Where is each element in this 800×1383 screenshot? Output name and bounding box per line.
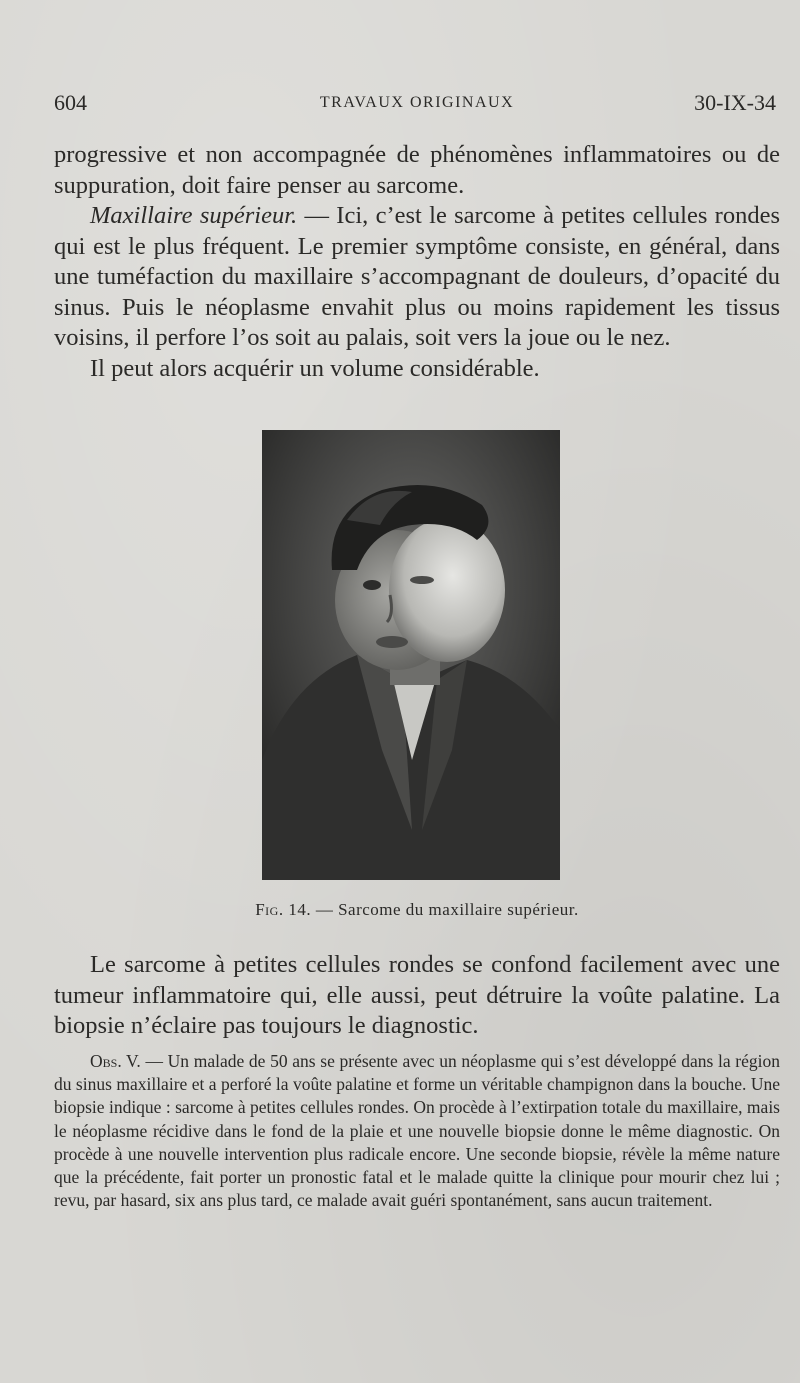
section-lead: Maxillaire supérieur.	[90, 202, 298, 229]
paragraph-body: — Ici, c’est le sarcome à petites cellules rondes qui est le plus fréquent. Le premier symptôme consiste, en général, dans une tuméfaction du maxillaire s’accompagnant de douleurs, d’opacité du sinus. Puis le néoplasme envahit plus ou moins rapidement les tissus voisins, il perfore l’os soit au palais, soit vers la joue ou le nez.	[54, 202, 781, 351]
observation-label: Obs. V.	[90, 1051, 141, 1071]
figure-photograph	[262, 430, 560, 880]
issue-date: 30-IX-34	[694, 90, 776, 115]
paragraph-volume: Il peut alors acquérir un volume considérable.	[90, 354, 540, 382]
opening-text	[54, 140, 780, 384]
page-number: 604	[54, 90, 87, 115]
paragraph-continuation: progressive et non accompagnée de phénomènes inflammatoires ou de suppuration, doit faire penser au sarcome.	[54, 141, 780, 199]
paragraph-maxillaire	[54, 201, 780, 354]
figure-caption	[54, 900, 780, 920]
running-head	[54, 90, 780, 120]
observation-block	[54, 1050, 780, 1212]
paragraph-diagnosis: Le sarcome à petites cellules rondes se confond facilement avec une tumeur inflammatoire qui, elle aussi, peut détruire la voûte palatine. La biopsie n’éclaire pas toujours le diagnostic.	[54, 951, 780, 1039]
observation-text: — Un malade de 50 ans se présente avec un néoplasme qui s’est développé dans la région du sinus maxillaire et a perforé la voûte palatine et forme un véritable champignon dans la bouche. Une biopsie indique : sarcome à petites cellules rondes. On procède à l’extirpation totale du maxillaire, mais le néoplasme récidive dans le fond de la plaie et une nouvelle biopsie donne le même diagnostic. On procède à une nouvelle intervention plus radicale encore. Une seconde biopsie, révèle la même nature que la précédente, fait porter un pronostic fatal et le malade quitte la clinique pour mourir chez lui ; revu, par hasard, six ans plus tard, ce malade avait guéri spontanément, sans aucun traitement.	[54, 1051, 780, 1211]
figure-caption-text: — Sarcome du maxillaire supérieur.	[311, 900, 579, 919]
post-figure-text	[54, 950, 780, 1042]
running-title: TRAVAUX ORIGINAUX	[319, 94, 515, 111]
observation-paragraph	[54, 1050, 780, 1212]
figure-label: Fig. 14.	[255, 900, 312, 919]
patient-photo-illustration	[262, 430, 560, 880]
